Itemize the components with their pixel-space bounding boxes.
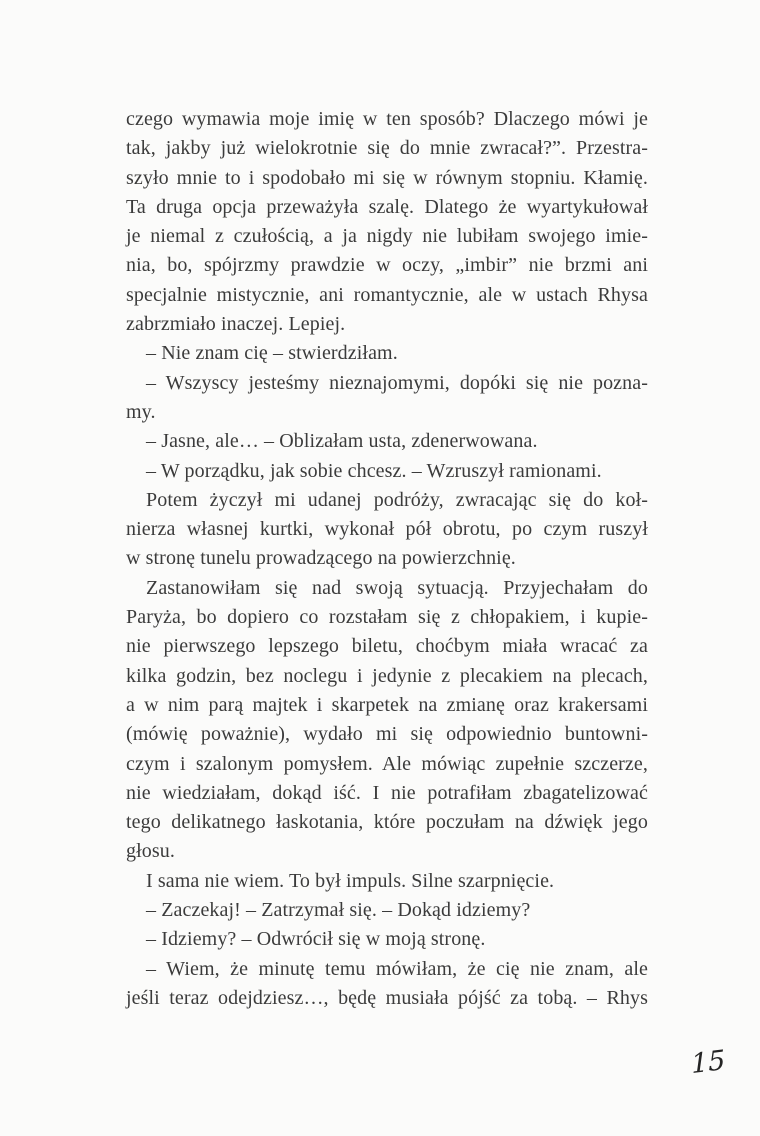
- paragraph: [126, 369, 648, 428]
- text-line: – W porządku, jak sobie chcesz. – Wzruszył ramionami.: [146, 459, 602, 482]
- text-line: – Wszyscy jesteśmy nieznajomymi, dopóki się nie pozna-: [146, 371, 648, 394]
- text-line: nie pierwszego lepszego biletu, choćbym miała wracać za: [126, 635, 648, 658]
- paragraph: [126, 867, 648, 896]
- text-line: nia, bo, spójrzmy prawdzie w oczy, „imbir” nie brzmi ani: [126, 254, 648, 277]
- text-line: czego wymawia moje imię w ten sposób? Dlaczego mówi je: [126, 108, 648, 130]
- paragraph: [126, 457, 648, 486]
- text-line: my.: [126, 400, 156, 423]
- paragraph: [126, 486, 648, 574]
- paragraph: [126, 427, 648, 456]
- text-line: – Idziemy? – Odwrócił się w moją stronę.: [146, 928, 486, 951]
- text-line: nie wiedziałam, dokąd iść. I nie potrafiłam zbagatelizować: [126, 781, 648, 804]
- paragraph: [126, 955, 648, 1014]
- text-line: szyło mnie to i spodobało mi się w równym stopniu. Kłamię.: [126, 166, 648, 189]
- text-line: Zastanowiłam się nad swoją sytuacją. Przyjechałam do: [146, 576, 648, 599]
- text-line: zabrzmiało inaczej. Lepiej.: [126, 313, 346, 336]
- page-text: [126, 105, 648, 1013]
- text-line: I sama nie wiem. To był impuls. Silne szarpnięcie.: [146, 869, 555, 892]
- page-number: 15: [690, 1044, 727, 1081]
- text-line: Paryża, bo dopiero co rozstałam się z chłopakiem, i kupie-: [126, 606, 648, 629]
- paragraph: [126, 574, 648, 867]
- text-line: – Wiem, że minutę temu mówiłam, że cię nie znam, ale: [146, 957, 648, 980]
- text-line: kilka godzin, bez noclegu i jedynie z plecakiem na plecach,: [126, 664, 648, 687]
- text-line: je niemal z czułością, a ja nigdy nie lubiłam swojego imie-: [126, 225, 648, 248]
- text-line: głosu.: [126, 840, 175, 863]
- paragraph: [126, 339, 648, 368]
- text-line: – Zaczekaj! – Zatrzymał się. – Dokąd idziemy?: [146, 899, 531, 922]
- text-line: Ta druga opcja przeważyła szalę. Dlatego że wyartykułował: [126, 195, 648, 218]
- text-line: czym i szalonym pomysłem. Ale mówiąc zupełnie szczerze,: [126, 752, 648, 775]
- text-line: a w nim parą majtek i skarpetek na zmianę oraz krakersami: [126, 693, 648, 716]
- paragraph: [126, 896, 648, 925]
- text-line: specjalnie mistycznie, ani romantycznie, ale w ustach Rhysa: [126, 283, 648, 306]
- text-line: – Jasne, ale… – Oblizałam usta, zdenerwowana.: [146, 430, 538, 453]
- text-line: tego delikatnego łaskotania, które poczułam na dźwięk jego: [126, 811, 648, 834]
- text-line: Potem życzył mi udanej podróży, zwracając się do koł-: [146, 488, 648, 511]
- paragraph: [126, 925, 648, 954]
- paragraph: [126, 105, 648, 339]
- text-line: (mówię poważnie), wydało mi się odpowiednio buntowni-: [126, 723, 648, 746]
- text-line: tak, jakby już wielokrotnie się do mnie zwracał?”. Przestra-: [126, 137, 648, 160]
- text-line: jeśli teraz odejdziesz…, będę musiała pójść za tobą. – Rhys: [126, 986, 648, 1009]
- text-line: w stronę tunelu prowadzącego na powierzchnię.: [126, 547, 516, 570]
- text-line: nierza własnej kurtki, wykonał pół obrotu, po czym ruszył: [126, 518, 648, 541]
- text-line: – Nie znam cię – stwierdziłam.: [146, 342, 398, 365]
